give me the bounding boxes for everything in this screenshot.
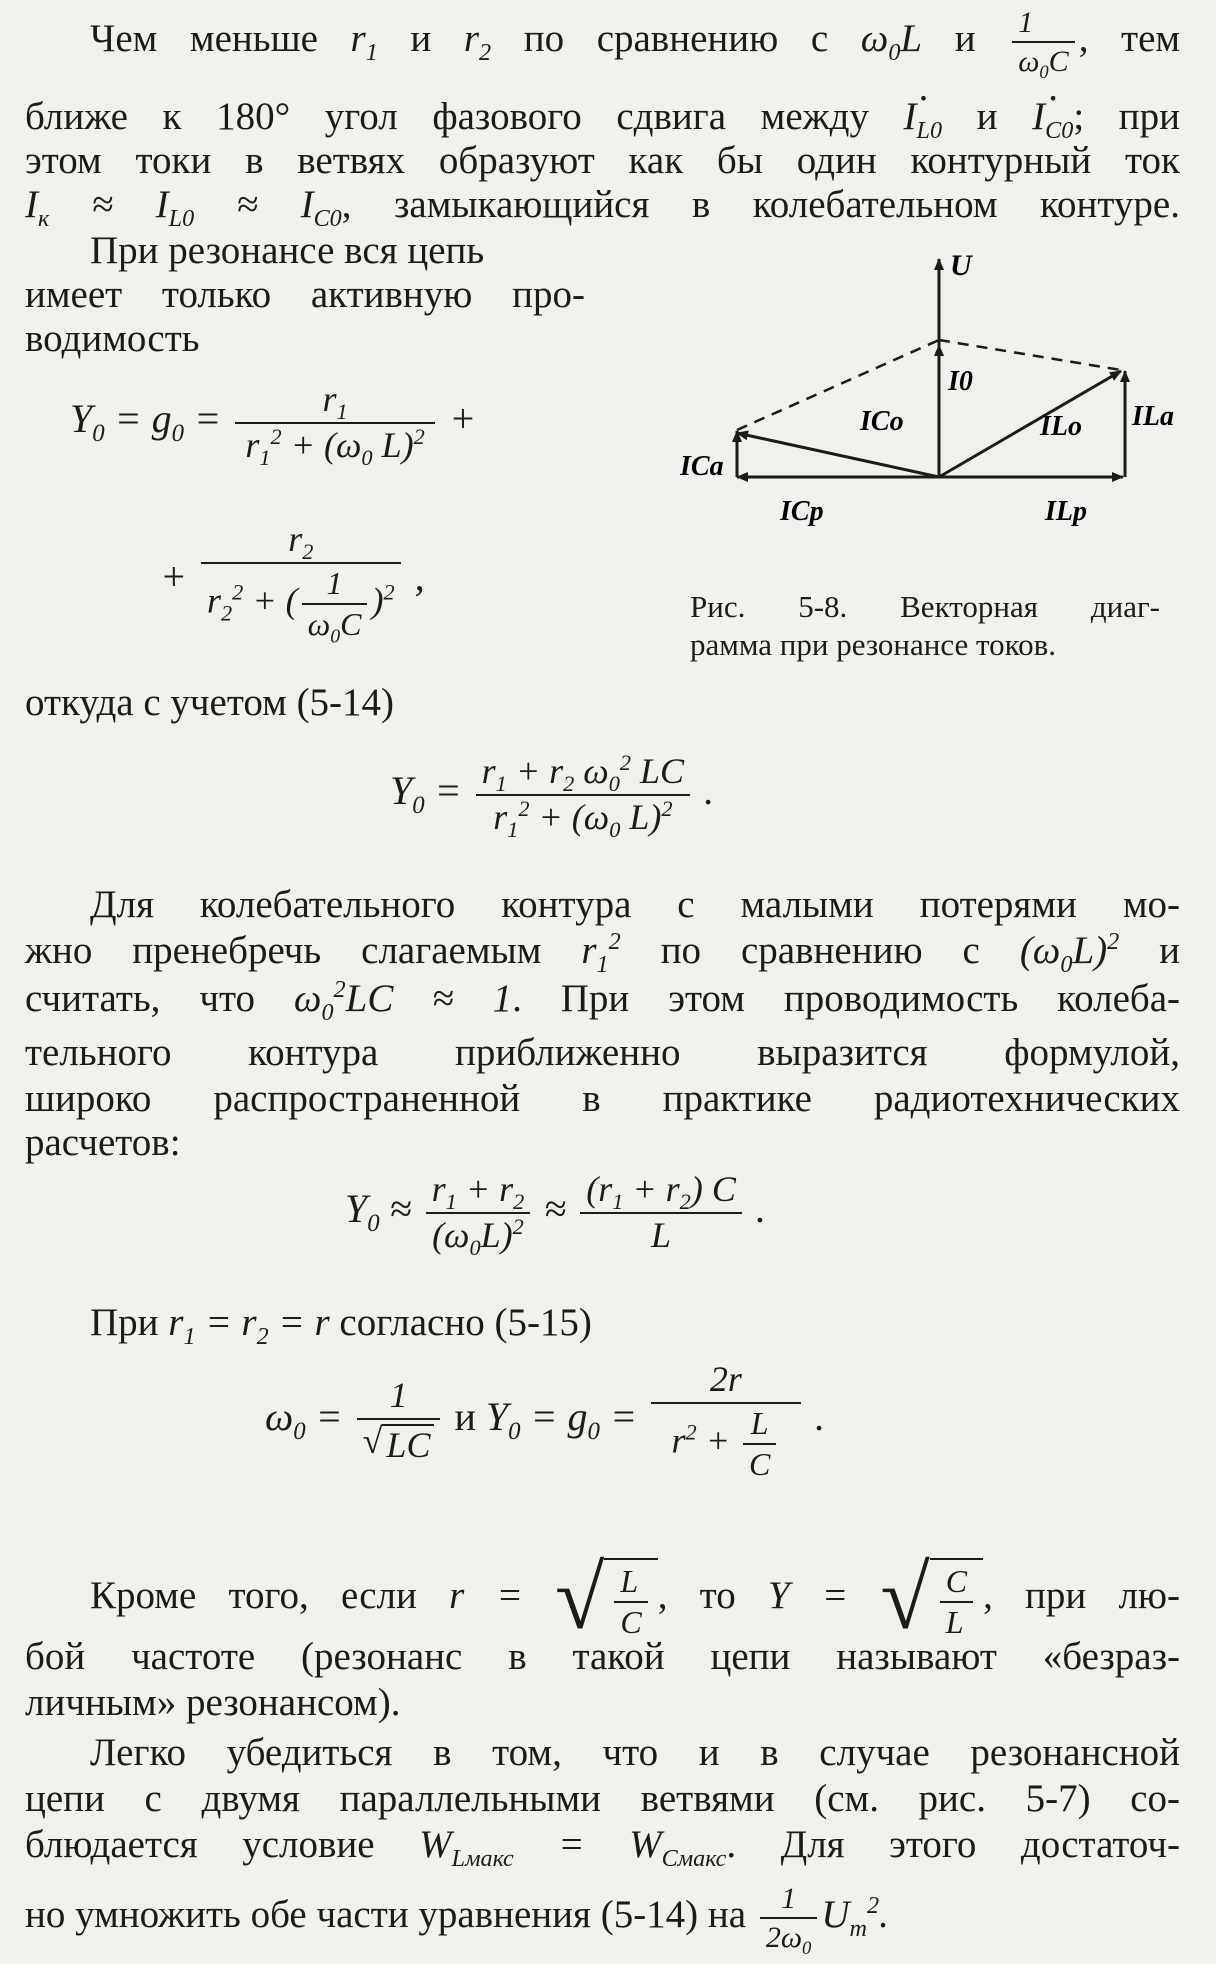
text-line-2: ближе к 180° угол фазового сдвига между · $I_{L0}$ $и \cdot I_{C0}$; при: [25, 94, 1180, 140]
text-line-3: этом токи в ветвях образуют как бы один контурный ток: [25, 139, 1180, 182]
equation-y0-g0: $Y_0 = g_0$ = $\frac{r_1}{r_1^2 + (\omega_0 L)^2}$ +: [70, 379, 477, 470]
label-ilp: ILp: [1045, 496, 1087, 527]
label-u: U: [950, 249, 972, 282]
text-line-8: откуда с учетом (5-14): [25, 681, 395, 724]
text-line-14: расчетов:: [25, 1121, 181, 1164]
label-ico: ICo: [860, 406, 904, 437]
text-line-10: жно пренебречь слагаемым $r_1^2$ по сравнению с $(\omega_0L)^2$ и: [25, 928, 1181, 978]
text-line-4: $I_к \approx I_{L0} \approx I_{C0}$, замыкающийся в колебательном контуре.: [25, 183, 1180, 232]
text-line-6: имеет только активную про-: [25, 273, 585, 316]
text-line-5: При резонансе вся цепь: [90, 229, 485, 272]
fraction-1-over-omega-c: $\frac{1}{\omega_0C}$: [1012, 6, 1075, 78]
dashed-line-left: [737, 340, 939, 430]
text-line-9: Для колебательного контура с малыми потерями мо-: [90, 883, 1180, 926]
vector-ico: [737, 433, 939, 477]
text-line-18: личным» резонансом).: [25, 1681, 401, 1724]
label-ila: ILa: [1132, 401, 1174, 432]
text-line-12: тельного контура приближенно выразится формулой,: [25, 1031, 1180, 1074]
text-line-19: Легко убедиться в том, что и в случае резонансной: [90, 1731, 1180, 1774]
equation-y0-approx: $Y_0$ ≈ $\frac{r_1 + r_2}{(\omega_0L)^2}$ ≈ $\frac{(r_1 + r_2) C}{L}$ .: [345, 1169, 766, 1260]
text-line-22: но умножить обе части уравнения (5-14) на $\frac{1}{2\omega_0}$ $U_m^2$.: [25, 1882, 889, 1959]
text-line-13: широко распространенной в практике радиотехнических: [25, 1077, 1180, 1120]
text-line-11: считать, что $\omega_0^2LC \approx 1$. При этом проводимость колеба-: [25, 976, 1181, 1026]
text-line-1: Чем меньше $r_1$ и $r_2$ по сравнению с $\omega_0L$ и $\frac{1}{\omega_0C}$ , тем: [90, 6, 1181, 83]
label-ilo: ILo: [1040, 411, 1082, 442]
equation-omega0-and-y0: $\omega_0$ = $\frac{1}{√ LC}$ и $Y_0 = g_0$ = 2r $r^2$ + $\frac{L}{C}$ .: [265, 1359, 825, 1482]
text-line-16: Кроме того, если r = √ $\frac{L}{C}$ , то Y = √ $\frac{C}{L}$ , при лю-: [90, 1549, 1181, 1648]
vector-diagram: [680, 245, 1190, 535]
text-line-7: водимость: [25, 317, 200, 360]
text-line-17: бой частоте (резонанс в такой цепи называют «безраз-: [25, 1635, 1180, 1678]
text-line-20: цепи с двумя параллельными ветвями (см. рис. 5-7) со-: [25, 1777, 1180, 1820]
equation-y0-g0-continued: + $r_2$ $r_2^2$ + ( $\frac{1}{\omega_0C}$ )$^2$ ,: [160, 519, 425, 648]
text-line-21: блюдается условие $W_{Lмакс} = W_{Cмакс}$. Для этого достаточ-: [25, 1823, 1181, 1872]
equation-y0-resonance: $Y_0$ = $\frac{r_1 + r_2 \omega_0^2 LC}{r_1^2 + (\omega_0 L)^2}$ .: [390, 750, 715, 842]
figure-caption: Рис. 5-8. Векторная диаг- рамма при резонансе токов.: [690, 589, 1160, 662]
label-ica: ICa: [680, 451, 724, 482]
text-line-15: При $r_1 = r_2 = r$ согласно (5-15): [90, 1301, 592, 1350]
label-icp: ICp: [780, 496, 824, 527]
label-i0: I0: [948, 366, 973, 397]
